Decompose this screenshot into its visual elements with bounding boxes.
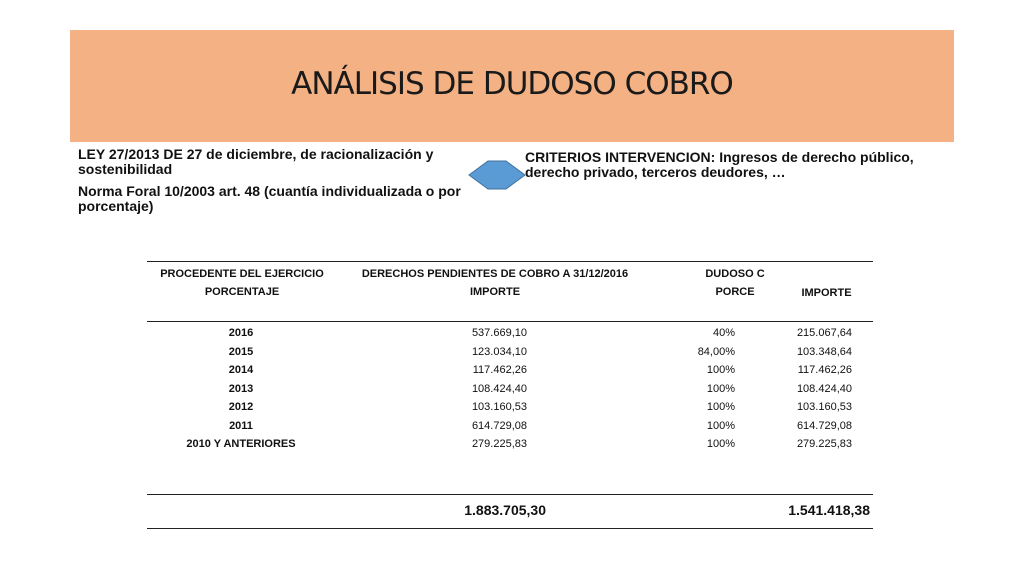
table-row: [0, 364, 1024, 383]
table-totals-rule: [147, 494, 873, 495]
row-year: 2013: [228, 382, 254, 395]
row-importe-dudoso: 103.348,64: [796, 345, 852, 358]
row-importe: 123.034,10: [471, 345, 527, 358]
row-importe: 108.424,40: [471, 382, 527, 395]
law-reference: LEY 27/2013 DE 27 de diciembre, de racionalización y sostenibilidad: [78, 146, 434, 177]
row-importe-dudoso: 103.160,53: [796, 401, 852, 413]
row-importe-dudoso: 279.225,83: [796, 438, 852, 450]
row-porcentaje: 100%: [706, 419, 735, 432]
table-row: [0, 346, 1024, 365]
header-derechos-pendientes: DERECHOS PENDIENTES DE COBRO A 31/12/2016: [361, 268, 629, 280]
total-importe: 1.883.705,30: [464, 502, 546, 518]
row-importe: 614.729,08: [471, 419, 527, 432]
header-importe: IMPORTE: [469, 286, 521, 298]
intervention-criteria: CRITERIOS INTERVENCION: Ingresos de derecho público, derecho privado, terceros deudores, …: [525, 149, 914, 180]
row-year: 2010 Y ANTERIORES: [186, 438, 296, 450]
row-porcentaje: 40%: [712, 327, 735, 339]
table-body: [0, 327, 1024, 457]
header-porce: PORCE: [715, 286, 755, 298]
total-importe-dudoso: 1.541.418,38: [788, 502, 870, 518]
table-row: [0, 383, 1024, 402]
row-importe-dudoso: 614.729,08: [796, 419, 852, 432]
row-importe: 279.225,83: [471, 438, 527, 450]
row-year: 2016: [228, 327, 254, 339]
page-title: ANÁLISIS DE DUDOSO COBRO: [291, 66, 733, 102]
row-importe-dudoso: 215.067,64: [796, 327, 852, 339]
row-year: 2014: [228, 364, 254, 376]
table-bottom-rule: [147, 528, 873, 529]
row-importe: 117.462,26: [472, 364, 527, 376]
row-importe: 103.160,53: [471, 401, 527, 413]
row-importe-dudoso: 108.424,40: [796, 382, 852, 395]
header-ejercicio: PROCEDENTE DEL EJERCICIO: [160, 268, 324, 280]
row-porcentaje: 100%: [706, 401, 735, 413]
header-dudoso-cobro: DUDOSO C: [705, 268, 765, 280]
row-porcentaje: 100%: [706, 382, 735, 395]
row-porcentaje: 100%: [706, 438, 735, 450]
diamond-arrow-icon: [468, 160, 526, 190]
table-row: [0, 401, 1024, 420]
row-importe: 537.669,10: [471, 327, 527, 339]
table-row: [0, 420, 1024, 439]
row-porcentaje: 84,00%: [697, 345, 735, 358]
table-row: [0, 438, 1024, 457]
row-importe-dudoso: 117.462,26: [797, 364, 852, 376]
row-porcentaje: 100%: [706, 364, 735, 376]
row-year: 2012: [228, 401, 254, 413]
legal-references: [78, 147, 478, 221]
row-year: 2011: [229, 419, 253, 432]
table-row: [0, 327, 1024, 346]
regulation-reference: Norma Foral 10/2003 art. 48 (cuantía individualizada o por porcentaje): [78, 183, 461, 214]
row-year: 2015: [228, 345, 254, 358]
table-header-rule: [147, 321, 873, 322]
header-importe-dudoso: IMPORTE: [801, 287, 852, 299]
table-top-rule: [147, 261, 873, 262]
header-porcentaje: PORCENTAJE: [204, 286, 280, 298]
